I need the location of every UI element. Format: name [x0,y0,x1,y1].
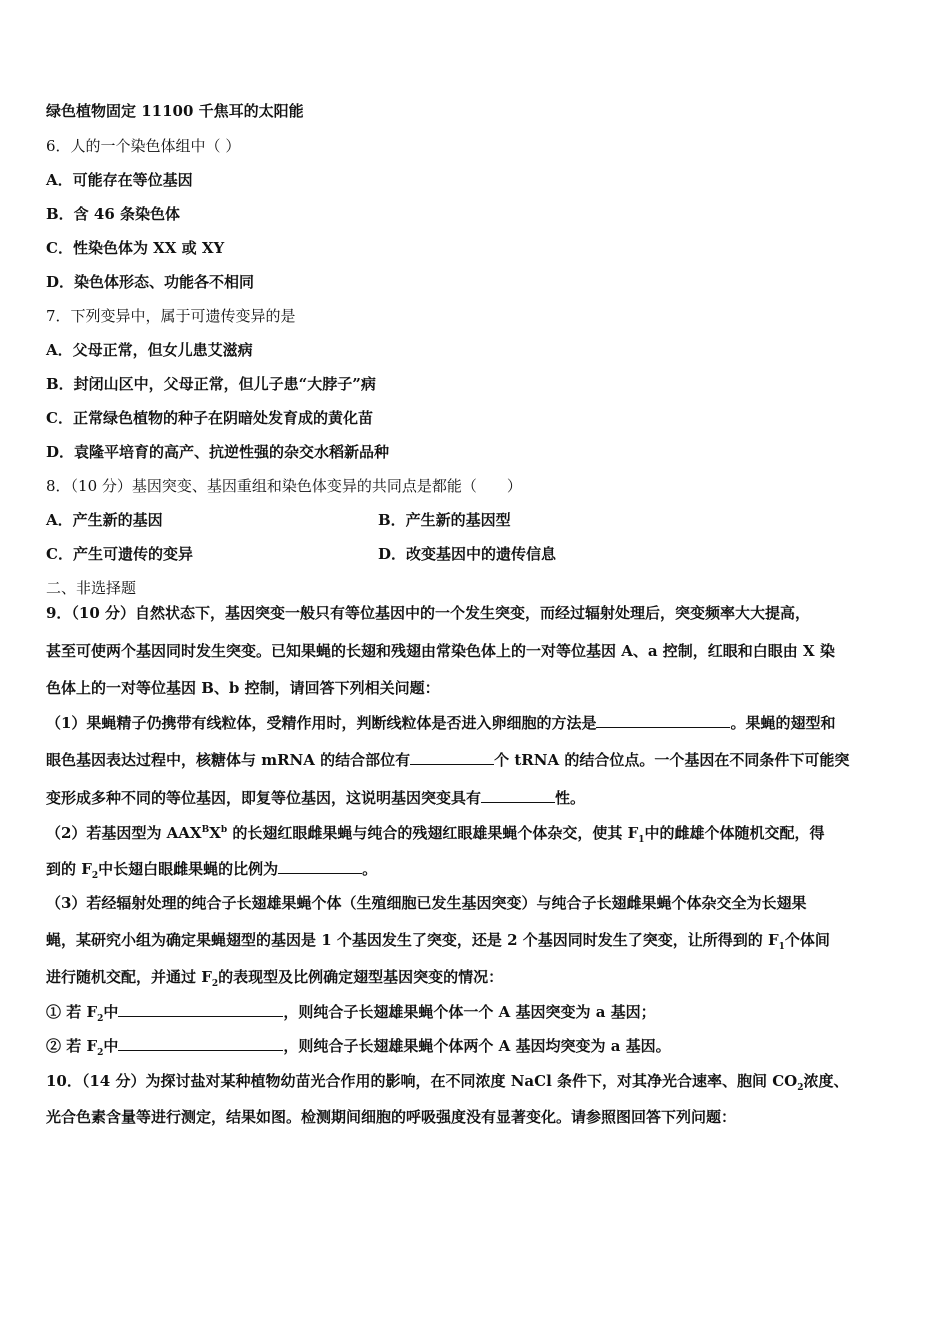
answer-blank[interactable] [278,859,362,874]
options-8-row1 [46,510,906,530]
option-6b: B．含 46 条染色体 [46,205,180,223]
question-9-line3: 色体上的一对等位基因 B、b 控制，请回答下列相关问题： [46,679,440,697]
answer-blank[interactable] [410,750,494,765]
option-7b: B．封闭山区中，父母正常，但儿子患“大脖子”病 [46,375,376,393]
part-2-line1: （2）若基因型为 $AAX^BX^b$ 的长翅红眼雌果蝇与纯合的残翅红眼雄果蝇个体杂交，使其 $F_1$中的雌雄个体随机交配，得 [46,824,825,845]
case-2: ② 若 $F_2$中 ，则纯合子长翅雄果蝇个体两个 A 基因均突变为 a 基因。 [46,1037,671,1058]
question-9-line1: 9．（10 分）自然状态下，基因突变一般只有等位基因中的一个发生突变，而经过辐射处理后，突变频率大大提高， [46,604,811,622]
question-10-line1: 10．（14 分）为探讨盐对某种植物幼苗光合作用的影响，在不同浓度 NaCl 条件下，对其净光合速率、胞间 $CO_2$浓度、 [46,1072,849,1093]
option-7d: D．袁隆平培育的高产、抗逆性强的杂交水稻新品种 [46,443,390,461]
question-8: 8．（10 分）基因突变、基因重组和染色体变异的共同点是都能（ ） [46,477,522,495]
part-3-line1: （3）若经辐射处理的纯合子长翅雄果蝇个体（生殖细胞已发生基因突变）与纯合子长翅雌果蝇个体杂交全为长翅果 [46,894,807,912]
option-8b: B．产生新的基因型 [378,511,511,529]
question-6: 6．人的一个染色体组中（ ） [46,137,241,155]
option-8d: D．改变基因中的遗传信息 [378,545,557,563]
part-1-line2: 眼色基因表达过程中，核糖体与 mRNA 的结合部位有 个 tRNA 的结合位点。一个基因在不同条件下可能突 [46,751,850,769]
part-2-line2: 到的 $F_2$中长翅白眼雌果蝇的比例为 。 [46,860,378,881]
option-7a: A．父母正常，但女儿患艾滋病 [46,341,253,359]
answer-blank[interactable] [596,713,730,728]
text-line: 绿色植物固定 11100 千焦耳的太阳能 [46,102,304,120]
option-6c: C．性染色体为 XX 或 XY [46,239,225,257]
question-7: 7．下列变异中，属于可遗传变异的是 [46,307,296,325]
case-1: ① 若 $F_2$中 ，则纯合子长翅雄果蝇个体一个 A 基因突变为 a 基因； [46,1003,656,1024]
question-9-line2: 甚至可使两个基因同时发生突变。已知果蝇的长翅和残翅由常染色体上的一对等位基因 A、a 控制，红眼和白眼由 X 染 [46,642,835,660]
option-7c: C．正常绿色植物的种子在阴暗处发育成的黄化苗 [46,409,373,427]
option-8c: C．产生可遗传的变异 [46,545,193,563]
part-3-line2: 蝇，某研究小组为确定果蝇翅型的基因是 1 个基因发生了突变，还是 2 个基因同时发生了突变，让所得到的 $F_1$个体间 [46,931,830,952]
answer-blank[interactable] [481,788,555,803]
answer-blank[interactable] [118,1036,283,1051]
part-1-line3: 变形成多种不同的等位基因，即复等位基因，这说明基因突变具有 性。 [46,789,586,807]
answer-blank[interactable] [118,1002,283,1017]
part-3-line3: 进行随机交配，并通过 $F_2$的表现型及比例确定翅型基因突变的情况： [46,968,504,989]
question-10-line2: 光合色素含量等进行测定，结果如图。检测期间细胞的呼吸强度没有显著变化。请参照图回答下列问题： [46,1108,737,1126]
option-6d: D．染色体形态、功能各不相同 [46,273,255,291]
option-6a: A．可能存在等位基因 [46,171,193,189]
section-heading: 二、非选择题 [46,579,137,597]
options-8-row2 [46,544,906,564]
part-1-line1: （1）果蝇精子仍携带有线粒体，受精作用时，判断线粒体是否进入卵细胞的方法是 。果蝇的翅型和 [46,714,836,732]
option-8a: A．产生新的基因 [46,511,163,529]
